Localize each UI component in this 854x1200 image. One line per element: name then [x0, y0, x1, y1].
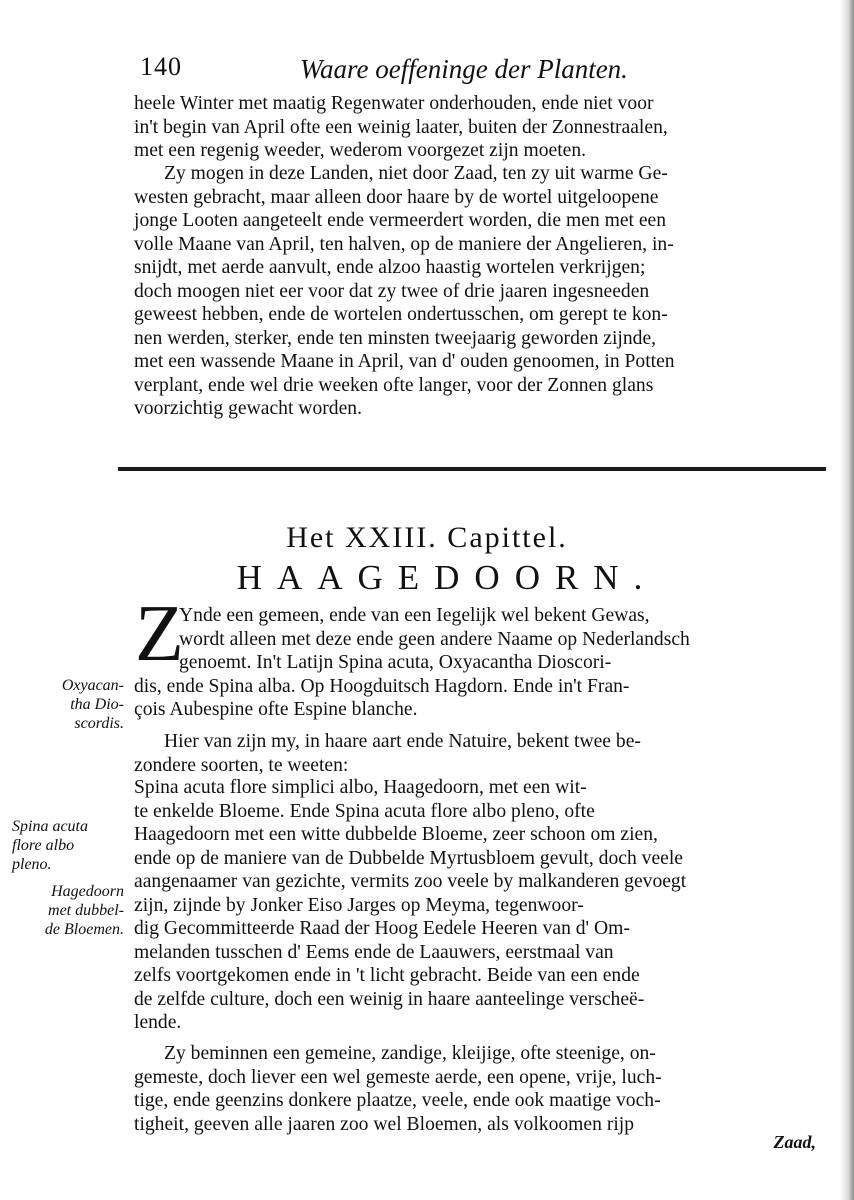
text-line: Spina acuta flore simplici albo, Haagedoorn, met een wit- — [134, 777, 587, 798]
text-line: verplant, ende wel drie weeken ofte langer, voor der Zonnen glans — [134, 374, 654, 396]
paragraph-3 — [134, 604, 824, 722]
section-divider — [118, 467, 826, 471]
text-line: çois Aubespine ofte Espine blanche. — [134, 699, 418, 720]
section-title: HAAGEDOORN. — [236, 558, 658, 597]
text-line: zijn, zijnde by Jonker Eiso Jarges op Meyma, tegenwoor- — [134, 894, 584, 916]
text-line: volle Maane van April, ten halven, op de maniere der Angelieren, in- — [134, 233, 674, 255]
text-line: lende. — [134, 1012, 182, 1033]
margin-note-line: Hagedoorn — [51, 883, 124, 900]
text-line: dis, ende Spina alba. Op Hoogduitsch Hagdorn. Ende in't Fran- — [134, 675, 630, 697]
text-line: Zy mogen in deze Landen, niet door Zaad, ten zy uit warme Ge- — [164, 163, 668, 184]
text-line: wordt alleen met deze ende geen andere Naame op Nederlandsch — [179, 628, 690, 650]
text-line: Ynde een gemeen, ende van een Iegelijk wel bekent Gewas, — [179, 605, 650, 626]
paragraph-1 — [134, 92, 824, 163]
margin-note-line: flore albo — [12, 837, 75, 854]
margin-note-spina-acuta — [12, 817, 124, 874]
paragraph-5 — [134, 776, 824, 1035]
text-line: aangenaamer van gezichte, vermits zoo veele by malkanderen gevoegt — [134, 871, 687, 892]
text-line: heele Winter met maatig Regenwater onderhouden, ende niet voor — [134, 93, 654, 114]
text-line: met een regenig weeder, wederom voorgezet zijn moeten. — [134, 140, 587, 161]
chapter-title: Het XXIII. Capittel. — [286, 521, 568, 554]
page-header — [140, 52, 700, 92]
margin-note-line: scordis. — [74, 715, 124, 732]
text-line: zondere soorten, te weeten: — [134, 754, 349, 776]
margin-note-line: pleno. — [12, 856, 52, 873]
paragraph-6 — [134, 1042, 824, 1136]
running-title: Waare oeffeninge der Planten. — [300, 54, 628, 84]
text-line: met een wassende Maane in April, van d' ouden genoomen, in Potten — [134, 351, 675, 372]
text-line: tige, ende geenzins donkere plaatze, veele, ende ook maatige voch- — [134, 1090, 661, 1111]
text-line: genoemt. In't Latijn Spina acuta, Oxyacantha Dioscori- — [179, 652, 612, 673]
margin-note-line: Spina acuta — [12, 818, 88, 835]
text-line: in't begin van April ofte een weinig laater, buiten der Zonnestraalen, — [134, 116, 668, 138]
margin-note-line: met dubbel- — [48, 902, 124, 919]
margin-note-line: Oxyacan- — [61, 677, 124, 694]
text-line: Hier van zijn my, in haare aart ende Natuire, bekent twee be- — [164, 731, 641, 752]
text-line: gemeste, doch liever een wel gemeste aerde, een opene, vrije, luch- — [134, 1066, 662, 1088]
drop-cap: Z — [135, 590, 184, 678]
paragraph-2 — [134, 162, 824, 421]
text-line: doch moogen niet eer voor dat zy twee of drie jaaren ingesneeden — [134, 280, 650, 302]
margin-note-line: tha Dio- — [70, 696, 124, 713]
catchword: Zaad, — [773, 1132, 816, 1152]
text-line: te enkelde Bloeme. Ende Spina acuta flore albo pleno, ofte — [134, 800, 595, 822]
paragraph-4 — [134, 730, 824, 777]
page-number: 140 — [140, 52, 182, 81]
text-line: dig Gecommitteerde Raad der Hoog Eedele Heeren van d' Om- — [134, 918, 630, 939]
margin-note-oxyacantha — [12, 676, 124, 733]
text-line: voorzichtig gewacht worden. — [134, 398, 362, 419]
text-line: geweest hebben, ende de wortelen ondertusschen, om gerept te kon- — [134, 304, 668, 325]
text-line: jonge Looten aangeteelt ende vermeerdert worden, die men met een — [134, 210, 667, 231]
text-line: ende op de maniere van de Dubbelde Myrtusbloem gevult, doch veele — [134, 847, 683, 869]
text-line: Haagedoorn met een witte dubbelde Bloeme, zeer schoon om zien, — [134, 824, 658, 845]
text-line: zelfs voortgekomen ende in 't licht gebracht. Beide van een ende — [134, 965, 640, 986]
text-line: nen werden, sterker, ende ten minsten tweejaarig geworden zijnde, — [134, 327, 657, 349]
text-line: melanden tusschen d' Eems ende de Laauwers, eerstmaal van — [134, 941, 614, 963]
page-edge-shadow — [840, 0, 854, 1200]
text-line: tigheit, geeven alle jaaren zoo wel Bloemen, als volkoomen rijp — [134, 1113, 635, 1135]
margin-note-line: de Bloemen. — [44, 921, 124, 938]
margin-note-hagedoorn — [12, 882, 124, 939]
text-line: de zelfde culture, doch een weinig in haare aanteelinge verscheë- — [134, 988, 645, 1010]
text-line: snijdt, met aerde aanvult, ende alzoo haastig wortelen verkrijgen; — [134, 257, 646, 278]
text-line: westen gebracht, maar alleen door haare by de wortel uitgeloopene — [134, 186, 659, 208]
text-line: Zy beminnen een gemeine, zandige, kleijige, ofte steenige, on- — [164, 1043, 656, 1064]
